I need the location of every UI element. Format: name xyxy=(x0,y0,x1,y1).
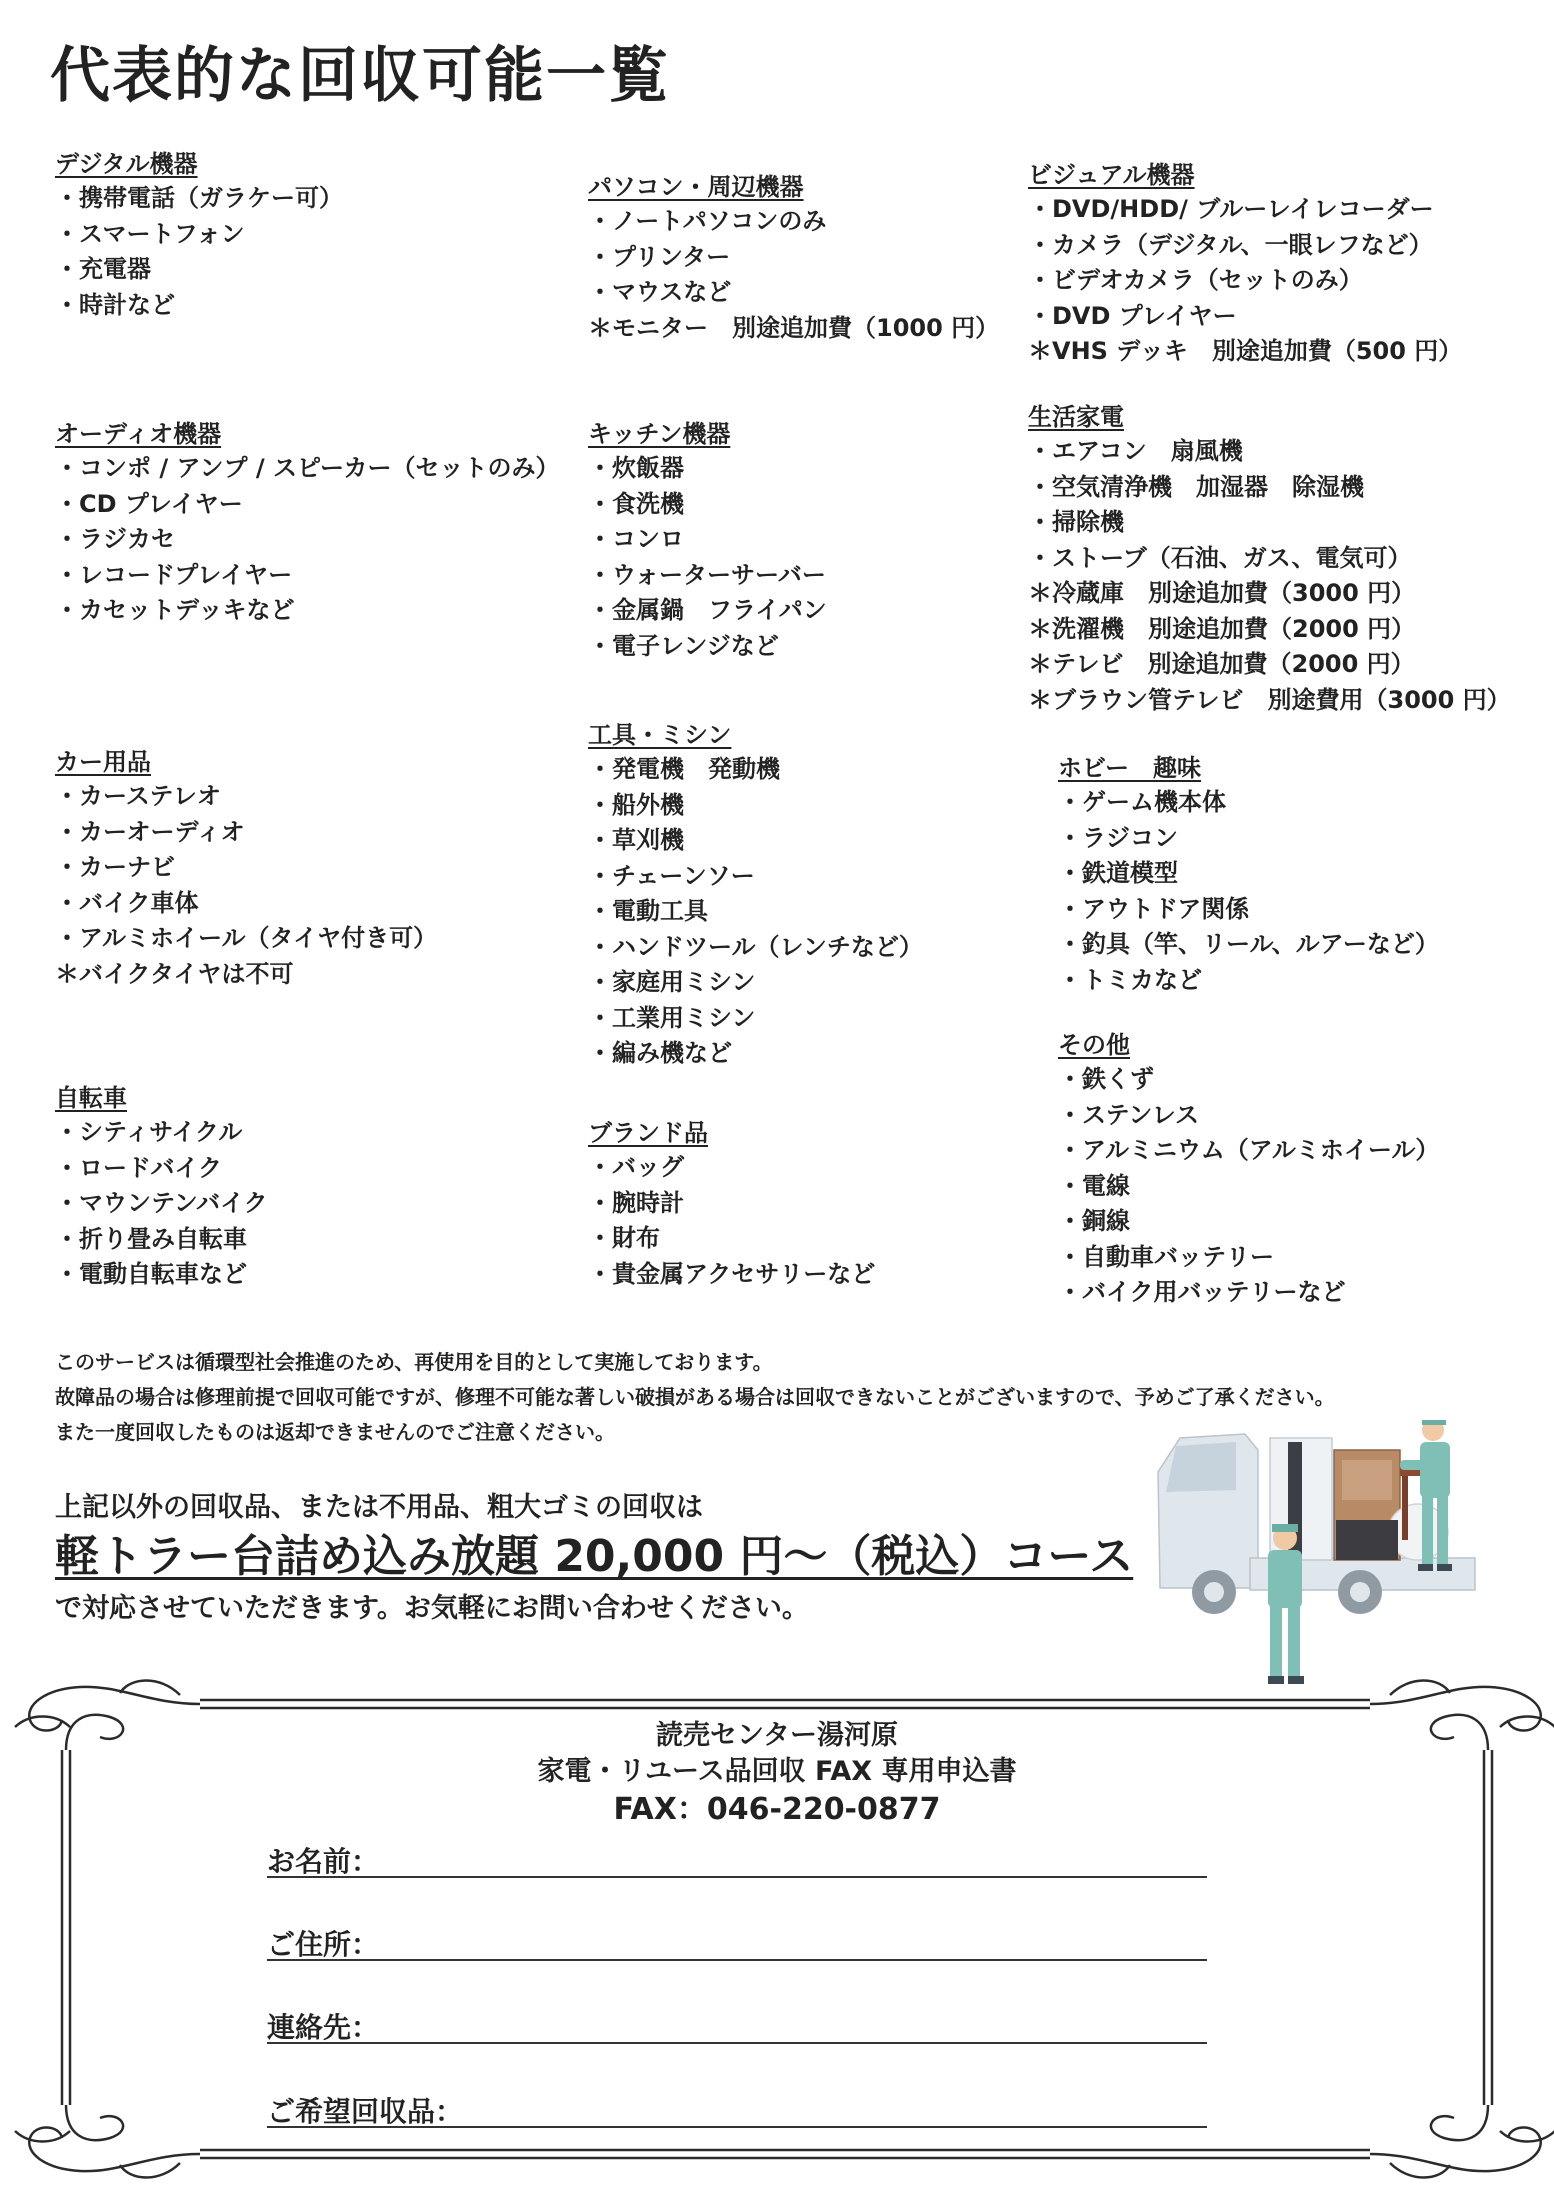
field-label: ご希望回収品： xyxy=(267,2095,464,2128)
list-item: ・マウンテンバイク xyxy=(55,1189,268,1217)
list-item: ・金属鍋 フライパン xyxy=(588,596,827,624)
list-item: ・カーステレオ xyxy=(55,782,221,810)
category-heading: パソコン・周辺機器 xyxy=(588,173,804,201)
field-label: ご住所： xyxy=(267,1928,380,1961)
list-item: ・スマートフォン xyxy=(55,219,245,248)
truck-workers-illustration xyxy=(1150,1420,1480,1690)
category-tools xyxy=(588,718,923,1072)
list-item: ・船外機 xyxy=(588,790,684,819)
list-item: ・カメラ（デジタル、一眼レフなど） xyxy=(1028,230,1433,259)
category-car xyxy=(55,745,437,992)
list-item: ・レコードプレイヤー xyxy=(55,560,293,589)
category-heading: カー用品 xyxy=(55,748,151,776)
list-item: ・カセットデッキなど xyxy=(55,596,295,624)
category-pc xyxy=(588,170,999,346)
category-kitchen xyxy=(588,417,827,664)
list-item: ・アルミホイール（タイヤ付き可） xyxy=(55,924,438,952)
list-item: ・折り畳み自転車 xyxy=(55,1224,247,1253)
list-item: ・ハンドツール（レンチなど） xyxy=(588,932,923,961)
list-item: ＊VHS デッキ 別途追加費（500 円） xyxy=(1028,337,1463,365)
list-item: ・空気清浄機 加湿器 除湿機 xyxy=(1028,472,1364,501)
list-item: ・ストーブ（石油、ガス、電気可） xyxy=(1028,543,1412,572)
category-audio xyxy=(55,417,560,629)
promo-contact: で対応させていただきます。お気軽にお問い合わせください。 xyxy=(55,1593,809,1624)
list-item: ・腕時計 xyxy=(588,1188,684,1217)
list-item: ・バイク用バッテリーなど xyxy=(1058,1278,1346,1306)
category-digital xyxy=(55,147,343,323)
corner-ornament xyxy=(1370,2105,1554,2178)
company-name: 読売センター湯河原 xyxy=(656,1720,898,1751)
list-item: ・電動工具 xyxy=(588,897,708,925)
form-subtitle: 家電・リユース品回収 FAX 専用申込書 xyxy=(537,1756,1017,1787)
list-item: ・DVD/HDD/ ブルーレイレコーダー xyxy=(1028,195,1434,223)
category-hobby xyxy=(1058,751,1439,998)
category-visual xyxy=(1028,158,1462,370)
list-item: ・ラジコン xyxy=(1058,823,1178,852)
list-item: ＊冷蔵庫 別途追加費（3000 円） xyxy=(1028,579,1416,607)
category-heading: その他 xyxy=(1058,1031,1130,1059)
list-item: ・マウスなど xyxy=(588,278,732,306)
list-item: ・バイク車体 xyxy=(55,888,199,917)
contact-field[interactable] xyxy=(267,2008,1207,2044)
category-heading: ビジュアル機器 xyxy=(1028,161,1195,189)
list-item: ・充電器 xyxy=(55,255,151,283)
list-item: ・草刈機 xyxy=(588,826,684,854)
list-item: ・時計など xyxy=(55,290,175,319)
list-item: ・炊飯器 xyxy=(588,454,684,482)
list-item: ・アウトドア関係 xyxy=(1058,894,1250,923)
list-item: ・ステンレス xyxy=(1058,1100,1199,1129)
category-heading: ブランド品 xyxy=(588,1119,708,1147)
list-item: ・銅線 xyxy=(1058,1207,1130,1235)
field-label: 連絡先： xyxy=(267,2011,380,2044)
desired-items-field[interactable] xyxy=(267,2092,1207,2128)
list-item: ・バッグ xyxy=(588,1153,684,1181)
list-item: ＊テレビ 別途追加費（2000 円） xyxy=(1028,650,1415,678)
list-item: ・工業用ミシン xyxy=(588,1003,756,1032)
promo-course: 軽トラー台詰め込み放題 20,000 円～（税込）コース xyxy=(55,1531,1134,1582)
list-item: ・コンロ xyxy=(588,525,684,553)
list-item: ・プリンター xyxy=(588,242,731,271)
category-heading: 生活家電 xyxy=(1028,403,1124,431)
list-item: ・携帯電話（ガラケー可） xyxy=(55,184,343,212)
list-item: ・ゲーム機本体 xyxy=(1058,788,1226,816)
list-item: ・鉄くず xyxy=(1058,1065,1154,1093)
list-item: ・カーオーディオ xyxy=(55,817,245,846)
corner-ornament xyxy=(15,2105,200,2178)
list-item: ＊モニター 別途追加費（1000 円） xyxy=(588,313,1000,342)
list-item: ・チェーンソー xyxy=(588,861,755,890)
list-item: ・カーナビ xyxy=(55,853,175,881)
list-item: ・釣具（竿、リール、ルアーなど） xyxy=(1058,930,1439,958)
page-title: 代表的な回収可能一覧 xyxy=(50,41,670,111)
notice-line: また一度回収したものは返却できませんのでご注意ください。 xyxy=(55,1420,615,1444)
category-other xyxy=(1058,1028,1439,1311)
category-heading: 自転車 xyxy=(55,1084,127,1112)
list-item: ・アルミニウム（アルミホイール） xyxy=(1058,1136,1440,1164)
list-item: ・家庭用ミシン xyxy=(588,968,756,996)
promo-intro: 上記以外の回収品、または不用品、粗大ゴミの回収は xyxy=(55,1492,703,1523)
fax-form-header xyxy=(0,1718,1554,1830)
category-heading: ホビー 趣味 xyxy=(1058,754,1202,782)
list-item: ・DVD プレイヤー xyxy=(1028,301,1237,330)
list-item: ・ラジカセ xyxy=(55,525,175,553)
list-item: ・コンポ / アンプ / スピーカー（セットのみ） xyxy=(55,454,560,482)
category-heading: デジタル機器 xyxy=(55,150,198,178)
list-item: ＊洗濯機 別途追加費（2000 円） xyxy=(1028,614,1416,643)
category-bicycle xyxy=(55,1081,268,1293)
promo-block xyxy=(55,1488,1133,1632)
list-item: ・ビデオカメラ（セットのみ） xyxy=(1028,266,1363,294)
list-item: ・自動車バッテリー xyxy=(1058,1242,1274,1271)
category-heading: オーディオ機器 xyxy=(55,420,222,448)
list-item: ＊ブラウン管テレビ 別途費用（3000 円） xyxy=(1028,685,1511,714)
category-brand xyxy=(588,1116,875,1292)
list-item: ・電動自転車など xyxy=(55,1260,247,1288)
list-item: ・電子レンジなど xyxy=(588,631,779,660)
list-item: ・食洗機 xyxy=(588,489,684,518)
notice-line: このサービスは循環型社会推進のため、再使用を目的として実施しております。 xyxy=(55,1350,773,1374)
list-item: ・CD プレイヤー xyxy=(55,489,243,518)
list-item: ・電線 xyxy=(1058,1171,1130,1200)
list-item: ・鉄道模型 xyxy=(1058,859,1178,887)
fax-number: FAX：046-220-0877 xyxy=(613,1792,941,1827)
list-item: ・編み機など xyxy=(588,1039,732,1067)
list-item: ・発電機 発動機 xyxy=(588,755,780,783)
field-label: お名前： xyxy=(267,1845,380,1878)
list-item: ・ウォーターサーバー xyxy=(588,560,826,589)
category-heading: 工具・ミシン xyxy=(588,721,732,749)
category-home xyxy=(1028,400,1511,718)
name-field[interactable] xyxy=(267,1842,1207,1878)
list-item: ・掃除機 xyxy=(1028,508,1124,536)
service-notice xyxy=(55,1345,1335,1450)
category-heading: キッチン機器 xyxy=(588,420,731,448)
address-field[interactable] xyxy=(267,1925,1207,1961)
list-item: ・ロードバイク xyxy=(55,1153,223,1182)
list-item: ・トミカなど xyxy=(1058,965,1202,994)
list-item: ・財布 xyxy=(588,1224,660,1252)
list-item: ・貴金属アクセサリーなど xyxy=(588,1259,876,1288)
list-item: ・ノートパソコンのみ xyxy=(588,207,827,235)
list-item: ・エアコン 扇風機 xyxy=(1028,437,1243,465)
list-item: ＊バイクタイヤは不可 xyxy=(55,959,294,988)
list-item: ・シティサイクル xyxy=(55,1118,243,1146)
notice-line: 故障品の場合は修理前提で回収可能ですが、修理不可能な著しい破損がある場合は回収できないことがございますので、予めご了承ください。 xyxy=(55,1385,1335,1409)
